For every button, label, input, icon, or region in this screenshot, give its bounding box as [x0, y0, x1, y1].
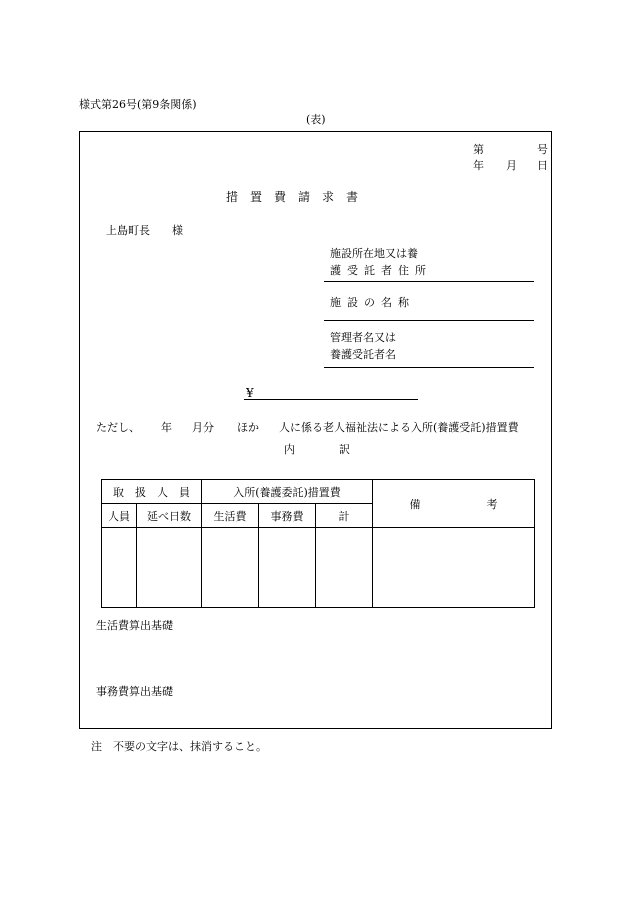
address-label-line1: 施設所在地又は養: [330, 247, 418, 260]
proviso-other: ほか: [237, 421, 259, 434]
header-remarks: 備 考: [373, 480, 535, 528]
footnote: 注 不要の文字は、抹消すること。: [91, 740, 267, 753]
admin-basis-label: 事務費算出基礎: [96, 685, 173, 698]
facility-name-label: 施設の名称: [330, 296, 415, 309]
header-handled-persons: 取 扱 人 員: [102, 480, 202, 504]
page-title: 措 置 費 請 求 書: [226, 190, 359, 204]
date-year: 年: [473, 159, 484, 172]
form-number: 様式第26号(第9条関係): [79, 98, 197, 111]
breakdown-table: [101, 479, 535, 608]
header-cost: 入所(養護委託)措置費: [202, 480, 373, 504]
date-month: 月: [506, 159, 517, 172]
proviso-month: 月分: [192, 421, 214, 434]
header-admin: 事務費: [259, 504, 316, 528]
facility-name-underline[interactable]: [324, 320, 534, 321]
manager-underline[interactable]: [324, 367, 534, 368]
cell-remarks[interactable]: [373, 528, 535, 608]
header-living: 生活費: [202, 504, 259, 528]
cell-living[interactable]: [202, 528, 259, 608]
amount-symbol: ¥: [246, 386, 254, 400]
addressee: 上島町長 様: [106, 224, 183, 237]
proviso-year: 年: [161, 421, 172, 434]
proviso-lead: ただし、: [96, 421, 140, 434]
doc-number-prefix: 第: [473, 143, 484, 156]
cell-admin[interactable]: [259, 528, 316, 608]
address-underline[interactable]: [324, 281, 534, 282]
proviso-rest: 人に係る老人福祉法による入所(養護受託)措置費: [279, 421, 519, 434]
cell-total[interactable]: [316, 528, 373, 608]
date-day: 日: [537, 159, 548, 172]
front-label: (表): [306, 113, 326, 126]
cell-days[interactable]: [137, 528, 202, 608]
header-people: 人員: [102, 504, 137, 528]
living-basis-label: 生活費算出基礎: [96, 619, 173, 632]
amount-underline[interactable]: [244, 399, 418, 400]
header-total: 計: [316, 504, 373, 528]
doc-number-suffix: 号: [537, 143, 548, 156]
breakdown-title: 内 訳: [284, 443, 350, 456]
manager-label-line1: 管理者名又は: [330, 331, 396, 344]
address-label-line2: 護受託者住所: [330, 264, 432, 277]
header-days: 延べ日数: [137, 504, 202, 528]
cell-people[interactable]: [102, 528, 137, 608]
manager-label-line2: 養護受託者名: [330, 348, 396, 361]
